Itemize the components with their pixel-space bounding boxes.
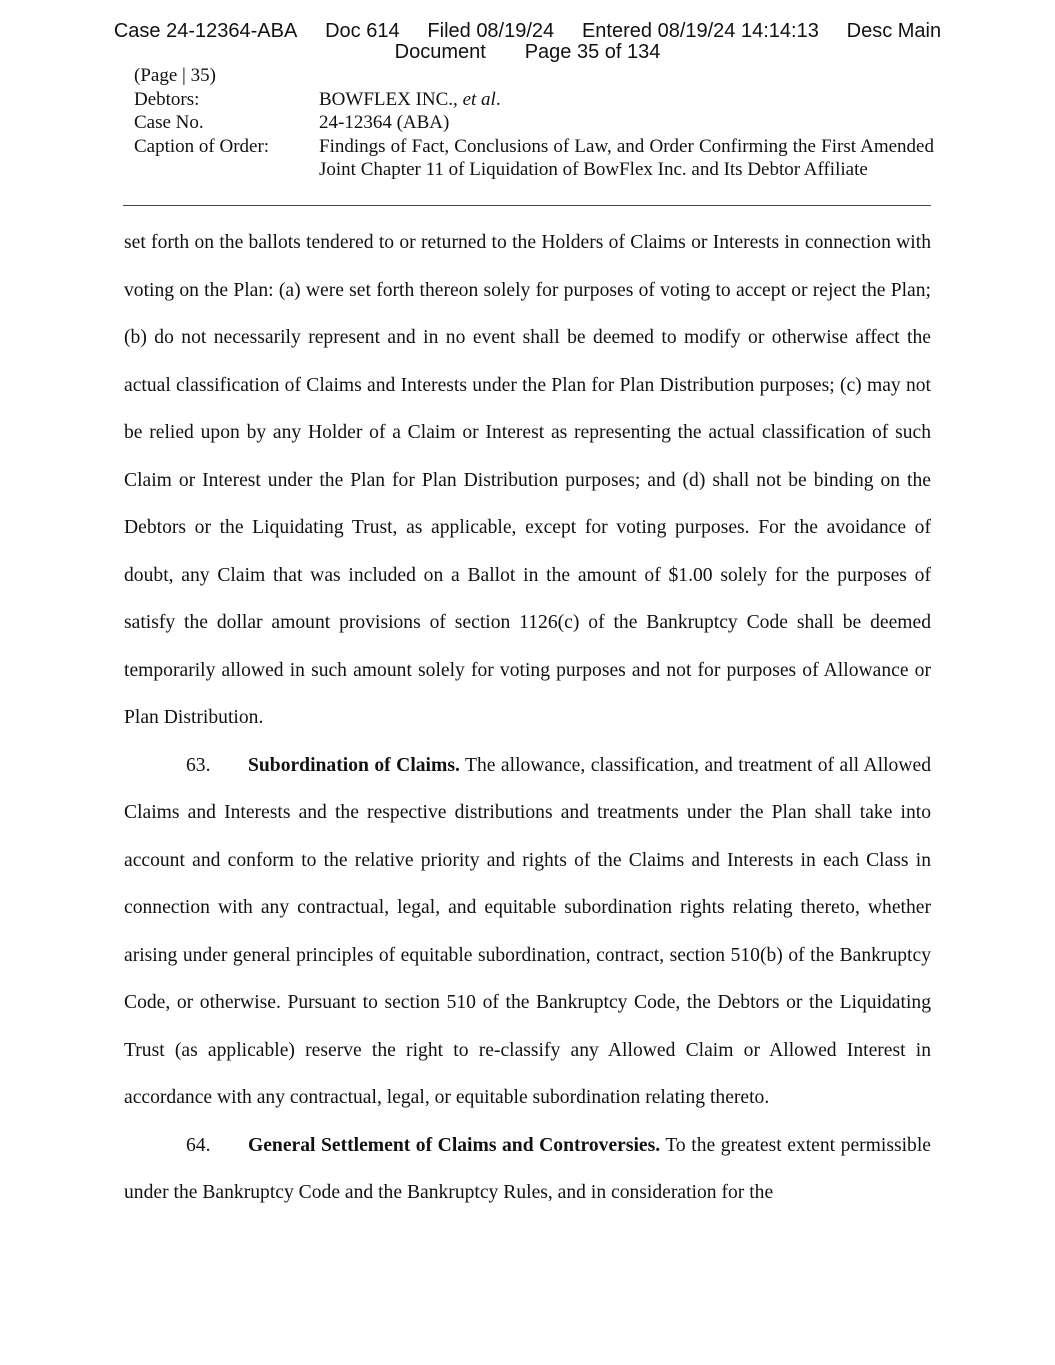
caption-page-row: [134, 64, 934, 88]
stamp-page-count: Page 35 of 134: [524, 41, 661, 63]
paragraph-63-number: 63.: [186, 754, 211, 776]
paragraph-64-number: 64.: [186, 1134, 211, 1156]
debtors-period: .: [495, 88, 501, 110]
caption-order-label: Caption of Order:: [134, 135, 270, 157]
stamp-document-label: Document: [394, 41, 486, 63]
caption-debtors-value: [319, 88, 934, 112]
court-filing-stamp-line-2: [0, 42, 1055, 63]
stamp-doc-number: Doc 614: [325, 20, 400, 42]
caption-debtors-label: Debtors:: [134, 88, 200, 110]
paragraph-63-heading: Subordination of Claims.: [248, 754, 460, 776]
debtors-name: BOWFLEX INC.,: [319, 88, 458, 110]
court-filing-stamp-line-1: [0, 21, 1055, 42]
paragraph-63-text: The allowance, classification, and treatment of all Allowed Claims and Interests and the respective distributions and treatments under the Plan shall take into account and conform to the relative priority and rights of the Claims and Interests in each Class in connection with any contractual, legal, and equitable subordination rights relating thereto, whether arising under general principles of equitable subordination, contract, section 510(b) of the Bankruptcy Code, or otherwise. Pursuant to section 510 of the Bankruptcy Code, the Debtors or the Liquidating Trust (as applicable) reserve the right to re-classify any Allowed Claim or Allowed Interest in accordance with any contractual, legal, or equitable subordination relating thereto.: [124, 754, 931, 1108]
caption-divider: [123, 205, 931, 206]
continuation-paragraph: set forth on the ballots tendered to or returned to the Holders of Claims or Interests in connection with voting on the Plan: (a) were set forth thereon solely for purposes of voting to accept or reject the Plan; (b) do not necessarily represent and in no event shall be deemed to modify or otherwise affect the actual classification of Claims and Interests under the Plan for Plan Distribution purposes; (c) may not be relied upon by any Holder of a Claim or Interest as representing the actual classification of such Claim or Interest under the Plan for Plan Distribution purposes; and (d) shall not be binding on the Debtors or the Liquidating Trust, as applicable, except for voting purposes. For the avoidance of doubt, any Claim that was included on a Ballot in the amount of $1.00 solely for the purposes of satisfy the dollar amount provisions of section 1126(c) of the Bankruptcy Code shall be deemed temporarily allowed in such amount solely for voting purposes and not for purposes of Allowance or Plan Distribution.: [124, 232, 931, 728]
paragraph-64-text: To the greatest extent permissible under the Bankruptcy Code and the Bankruptcy Rules, and in consideration for the: [124, 1134, 931, 1203]
document-body: [124, 219, 931, 1217]
caption-order-title: Findings of Fact, Conclusions of Law, and Order Confirming the First Amended Joint Chapter 11 of Liquidation of BowFlex Inc. and Its Debtor Affiliate: [319, 135, 934, 180]
stamp-filed-date: Filed 08/19/24: [427, 20, 555, 42]
caption-debtors-row: [134, 88, 934, 112]
caption-order-row: [134, 135, 934, 182]
caption-case-label: Case No.: [134, 112, 204, 133]
stamp-description: Desc Main: [846, 20, 942, 42]
caption-page-ref: (Page | 35): [134, 65, 216, 86]
debtors-et-al: et al: [462, 88, 496, 110]
caption-case-row: [134, 111, 934, 135]
paragraph-64: [124, 1122, 931, 1217]
stamp-case-number: Case 24-12364-ABA: [113, 20, 298, 42]
order-caption: [134, 64, 934, 182]
paragraph-64-heading: General Settlement of Claims and Controversies.: [248, 1134, 661, 1156]
caption-case-value: 24-12364 (ABA): [319, 112, 450, 133]
stamp-entered-date: Entered 08/19/24 14:14:13: [581, 20, 819, 42]
paragraph-63: [124, 742, 931, 1122]
